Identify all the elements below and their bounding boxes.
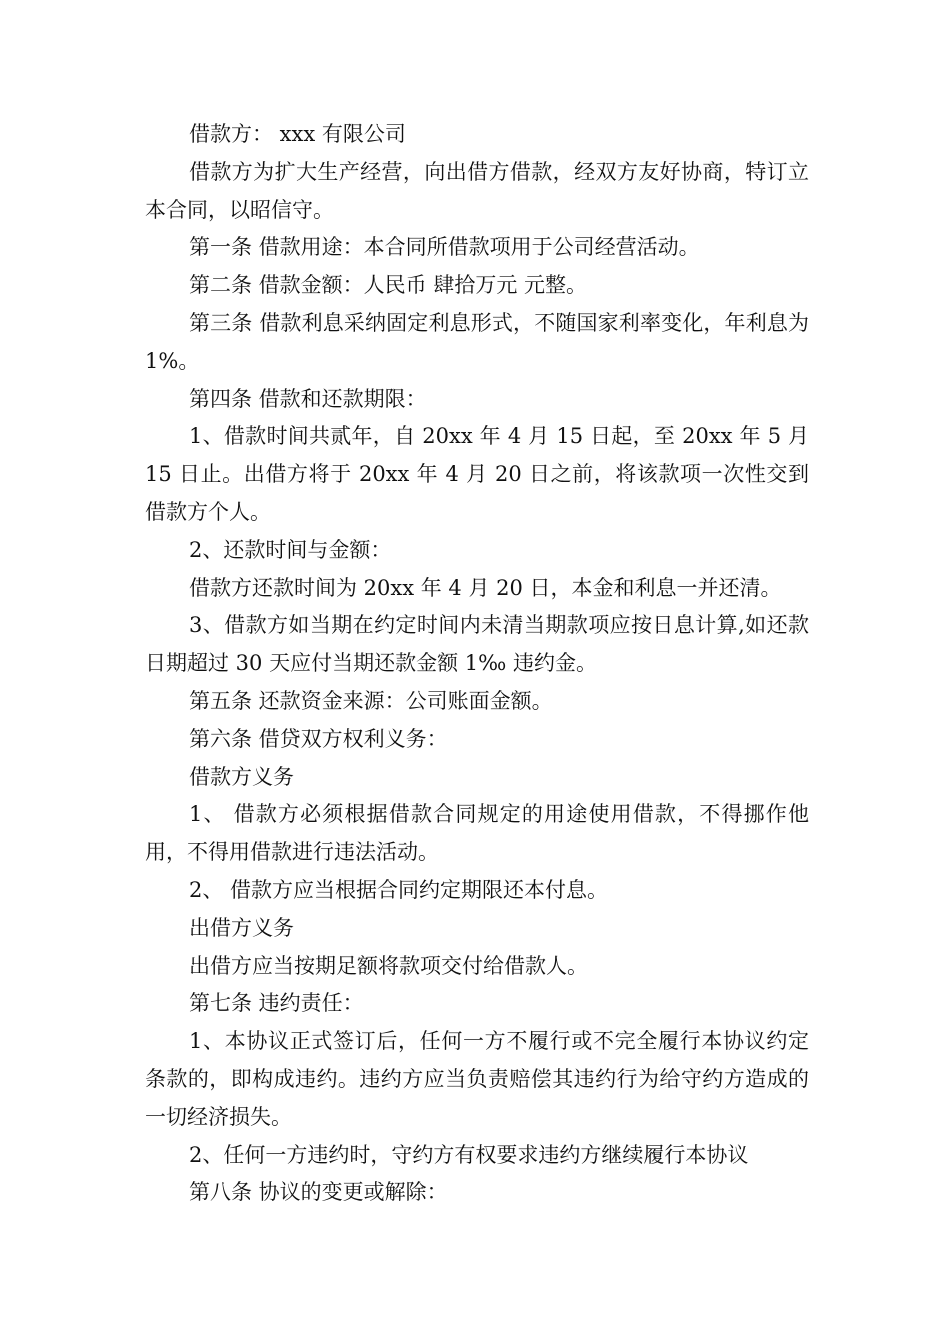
borrower-obligation-2: 2、 借款方应当根据合同约定期限还本付息。 — [189, 877, 609, 902]
borrower-line: 借款方： xxx 有限公司 — [189, 122, 406, 146]
article-6-heading: 第六条 借贷双方权利义务： — [189, 726, 448, 751]
article-3-interest: 第三条 借款利息采纳固定利息形式，不随国家利率变化，年利息为 1%。 — [145, 310, 809, 373]
article-5-source: 第五条 还款资金来源：公司账面金额。 — [189, 688, 553, 713]
article-4-heading: 第四条 借款和还款期限： — [189, 386, 427, 411]
article-4-item-3: 3、借款方如当期在约定时间内未清当期款项应按日息计算,如还款日期超过 30 天应付当期还款金额 1‰ 违约金。 — [145, 613, 809, 676]
borrower-obligations-heading: 借款方义务 — [189, 764, 294, 789]
article-7-item-1: 1、本协议正式签订后，任何一方不履行或不完全履行本协议约定条款的，即构成违约。违约方应当负责赔偿其违约行为给守约方造成的一切经济损失。 — [145, 1029, 809, 1129]
article-7-heading: 第七条 违约责任： — [189, 991, 364, 1016]
repayment-time-paragraph: 借款方还款时间为 20xx 年 4 月 20 日，本金和利息一并还清。 — [189, 575, 782, 600]
contract-body — [145, 116, 809, 1212]
article-2-amount: 第二条 借款金额：人民币 肆拾万元 元整。 — [189, 273, 588, 298]
article-7-item-2: 2、任何一方违约时，守约方有权要求违约方继续履行本协议 — [189, 1142, 749, 1167]
article-4-item-1: 1、借款时间共贰年，自 20xx 年 4 月 15 日起，至 20xx 年 5 月 15 日止。出借方将于 20xx 年 4 月 20 日之前，将该款项一次性交到借款方个人。 — [145, 424, 809, 524]
preamble-paragraph: 借款方为扩大生产经营，向出借方借款，经双方友好协商，特订立本合同，以昭信守。 — [145, 159, 809, 222]
borrower-obligation-1: 1、 借款方必须根据借款合同规定的用途使用借款，不得挪作他用，不得用借款进行违法活动。 — [145, 802, 809, 865]
article-8-heading: 第八条 协议的变更或解除： — [189, 1180, 448, 1205]
article-1-purpose: 第一条 借款用途：本合同所借款项用于公司经营活动。 — [189, 235, 700, 260]
article-4-item-2: 2、还款时间与金额： — [189, 537, 392, 562]
lender-obligations-heading: 出借方义务 — [189, 915, 294, 940]
lender-obligation-1: 出借方应当按期足额将款项交付给借款人。 — [189, 953, 588, 978]
